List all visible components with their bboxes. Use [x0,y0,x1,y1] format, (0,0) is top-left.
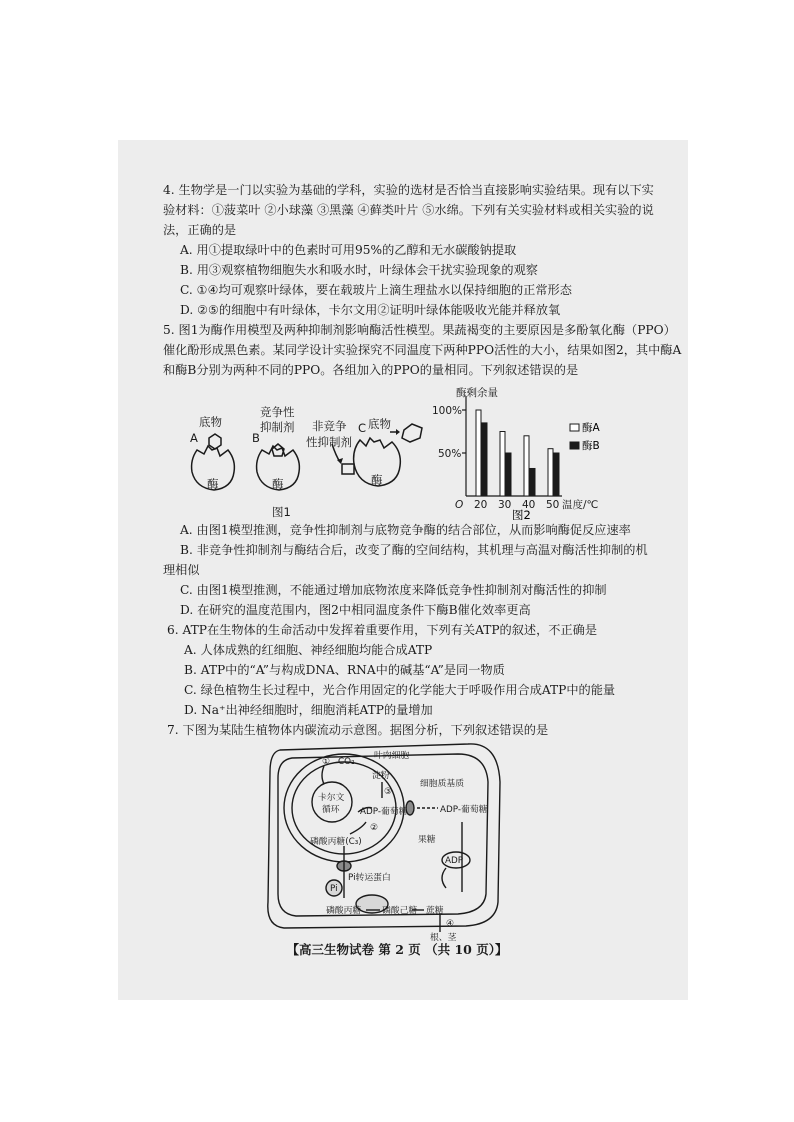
arrow-2 [350,822,366,834]
fig3-sucrose-label: 蔗糖 [426,906,444,916]
q6-stem: 6. ATP在生物体的生命活动中发挥着重要作用，下列有关ATP的叙述，不正确是 [167,623,598,637]
q6-option-c: C. 绿色植物生长过程中，光合作用固定的化学能大于呼吸作用合成ATP中的能量 [184,683,616,697]
fig2-caption: 图2 [512,508,531,520]
q5-stem-line2: 催化酚形成黑色素。某同学设计实验探究不同温度下两种PPO活性的大小，结果如图2，其中酶A [163,343,682,357]
fig3-adp-glucose-out: ADP-葡萄糖 [440,805,488,815]
x-tick-50: 50 [546,499,560,511]
q5-stem-line1: 5. 图1为酶作用模型及两种抑制剂影响酶活性模型。果蔬褐变的主要原因是多酚氧化酶（PPO） [163,323,676,337]
fig3-cytoplasm-label: 细胞质基质 [420,779,464,789]
fig1-substrate-label: 底物 [199,415,222,429]
fig1-label-b: B [252,431,260,445]
q6-option-d: D. Na⁺出神经细胞时，细胞消耗ATP的量增加 [184,703,433,717]
fig3-mesophyll-label: 叶肉细胞 [374,751,410,761]
legend-label-enzyme-a: 酶A [582,422,600,434]
fig3-adp-glucose-in: ADP-葡萄糖 [360,807,408,817]
q5-option-c: C. 由图1模型推测，不能通过增加底物浓度来降低竞争性抑制剂对酶活性的抑制 [180,583,607,597]
fig3-starch-label: 淀粉 [372,771,390,781]
fig3-adp-label: ADP [445,856,464,866]
q7-stem: 7. 下图为某陆生植物体内碳流动示意图。据图分析，下列叙述错误的是 [167,723,549,737]
bar-enzyme-a-40 [524,436,529,496]
fig1-substrate-label-c: 底物 [368,417,391,431]
substrate-shape-c [402,424,422,442]
q5-option-b-line2: 理相似 [163,563,200,577]
noncompetitive-inhibitor-shape [342,464,354,474]
fig3-triose-label: 磷酸丙糖 [326,906,362,916]
fig3-num1: ① [322,757,330,767]
adp-arrow [442,868,446,888]
bar-enzyme-b-50 [554,453,559,496]
q4-stem-line1: 4. 生物学是一门以实验为基础的学科，实验的选材是否恰当直接影响实验结果。现有以下实 [163,183,654,197]
bar-enzyme-a-50 [548,449,553,496]
fig3-calvin-line1: 卡尔文 [318,793,345,803]
origin-label: O [455,499,464,511]
fig1-label-c: C [358,421,367,435]
bar-enzyme-a-20 [476,410,481,496]
fig3-num3: ③ [384,787,392,797]
fig1-label-a: A [190,431,198,445]
co2-arrow [322,766,324,784]
fig1-enzyme-label-a: 酶 [207,477,219,491]
legend-swatch-enzyme-a [570,424,579,431]
fig3-pi-label: Pi [330,884,338,894]
fig1-caption: 图1 [272,505,291,519]
x-tick-30: 30 [498,499,512,511]
legend-swatch-enzyme-b [570,442,579,449]
fig1-noncomp-line2: 性抑制剂 [306,435,352,449]
fig1-enzyme-label-c: 酶 [371,473,383,487]
fig3-pi-transporter: Pi转运蛋白 [348,873,391,883]
x-axis-label: 温度/℃ [562,499,599,511]
fig1-enzyme-label-b: 酶 [272,477,284,491]
bar-enzyme-b-40 [530,468,535,496]
fig3-triose-c3: 磷酸丙糖(C₃) [310,837,362,847]
q6-option-a: A. 人体成熟的红细胞、神经细胞均能合成ATP [184,643,433,657]
q4-option-a: A. 用①提取绿叶中的色素时可用95%的乙醇和无水碳酸钠提取 [180,243,517,257]
fig3-calvin-line2: 循环 [322,805,340,815]
fig3-hexose-label: 磷酸己糖 [382,906,418,916]
q4-stem-line3: 法，正确的是 [163,223,237,237]
q5-option-b-line1: B. 非竞争性抑制剂与酶结合后，改变了酶的空间结构，其机理与高温对酶活性抑制的机 [180,543,648,557]
figure1-enzyme-model [182,398,432,520]
fig3-co2-label: CO₂ [338,757,355,767]
q4-option-d: D. ②⑤的细胞中有叶绿体，卡尔文用②证明叶绿体能吸收光能并释放氧 [180,303,561,317]
figure3-carbon-flow-diagram [262,742,504,942]
bar-enzyme-b-20 [482,423,487,496]
legend-label-enzyme-b: 酶B [582,440,600,452]
q6-option-b: B. ATP中的“A”与构成DNA、RNA中的碱基“A”是同一物质 [184,663,505,677]
fig3-num2: ② [370,823,378,833]
x-tick-20: 20 [474,499,488,511]
q5-option-a: A. 由图1模型推测，竞争性抑制剂与底物竞争酶的结合部位，从而影响酶促反应速率 [180,523,631,537]
y-axis-label: 酶剩余量 [456,387,498,399]
fig3-fructose-label: 果糖 [418,835,436,845]
q4-stem-line2: 验材料：①菠菜叶 ②小球藻 ③黑藻 ④藓类叶片 ⑤水绵。下列有关实验材料或相关实验的说 [163,203,654,217]
q5-option-d: D. 在研究的温度范围内，图2中相同温度条件下酶B催化效率更高 [180,603,531,617]
fig3-roots-label: 根、茎 [430,933,457,942]
fig1-competitive-line1: 竞争性 [260,405,295,419]
page-footer: 【高三生物试卷 第 2 页 （共 10 页）】 [286,942,508,957]
fig1-noncomp-line1: 非竞争 [312,419,347,433]
q5-stem-line3: 和酶B分别为两种不同的PPO。各组加入的PPO的量相同。下列叙述错误的是 [163,363,579,377]
q4-option-b: B. 用③观察植物细胞失水和吸水时，叶绿体会干扰实验现象的观察 [180,263,538,277]
fig3-num4: ④ [446,919,454,929]
chart-legend [570,421,600,452]
y-tick-100: 100% [432,405,463,417]
fig1-competitive-line2: 抑制剂 [260,420,295,434]
substrate-shape-a [209,434,221,449]
x-tick-40: 40 [522,499,536,511]
bar-enzyme-a-30 [500,432,505,497]
bar-enzyme-b-30 [506,453,511,496]
y-tick-50: 50% [438,448,462,460]
figure2-bar-chart [430,384,630,520]
q4-option-c: C. ①④均可观察叶绿体，要在载玻片上滴生理盐水以保持细胞的正常形态 [180,283,572,297]
